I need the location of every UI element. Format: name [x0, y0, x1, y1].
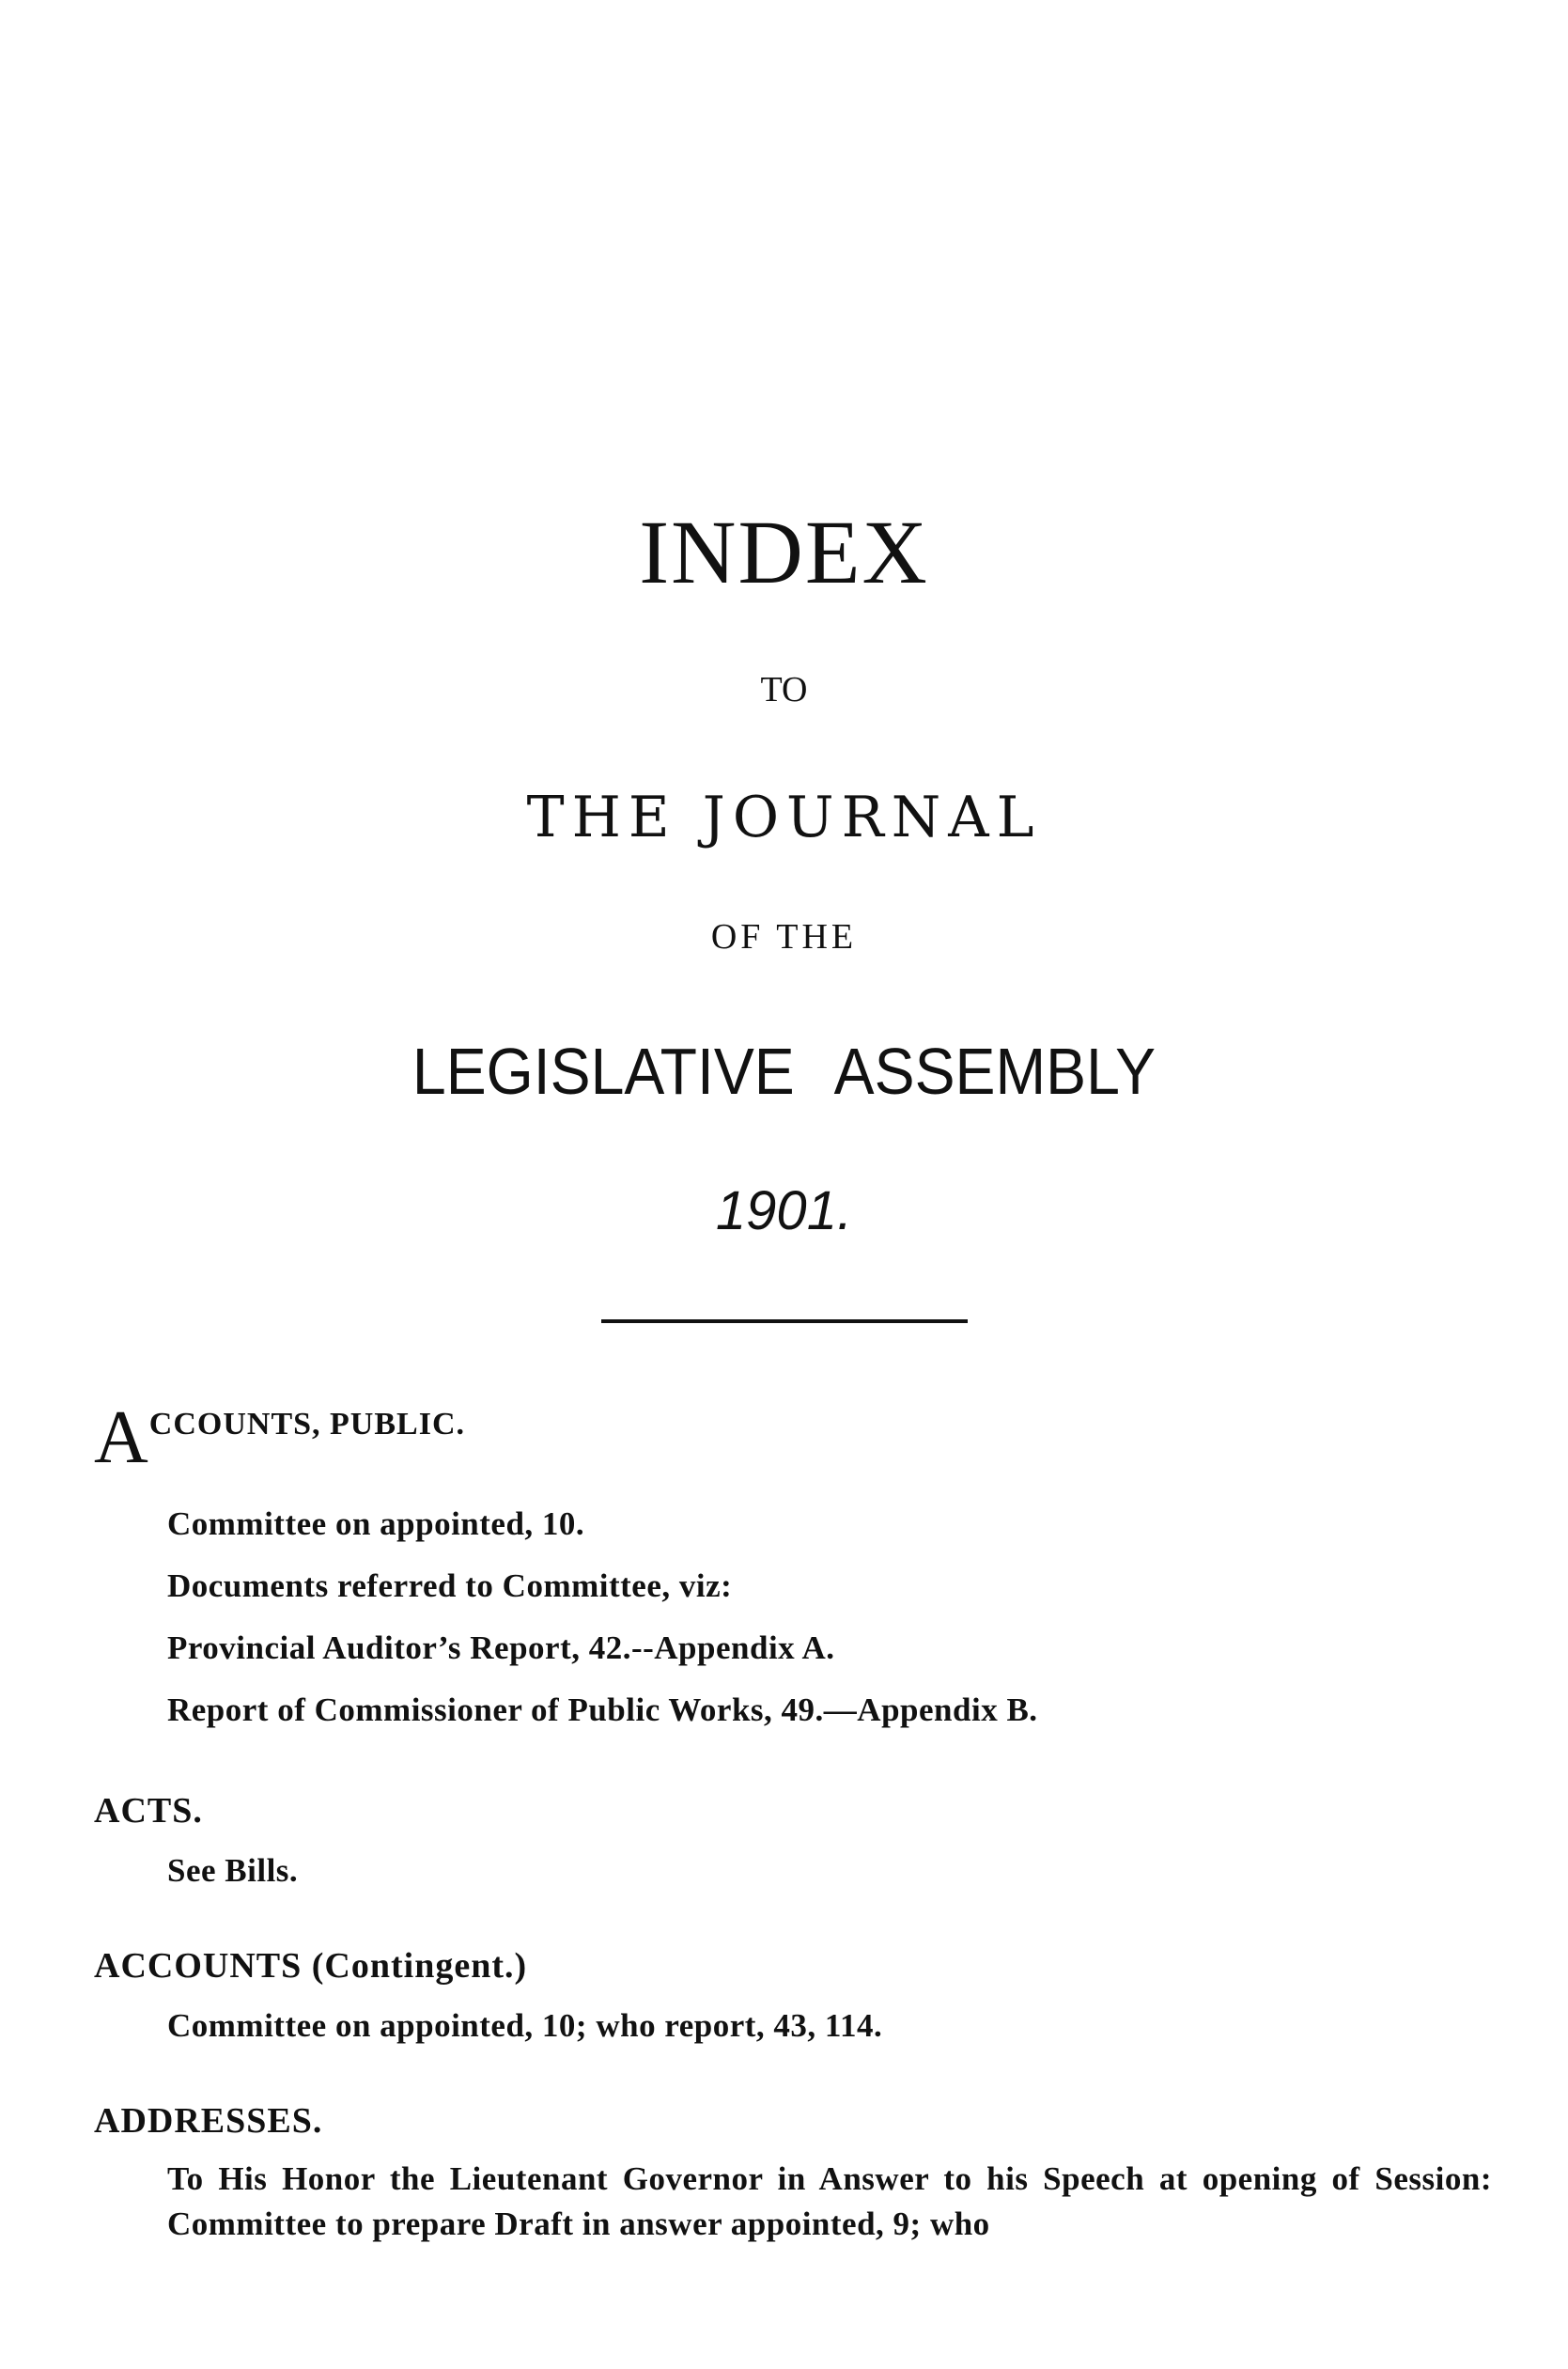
entry-line: Report of Commissioner of Public Works, 49.—Appendix B. — [167, 1691, 1038, 1728]
year-title: 1901. — [715, 1180, 853, 1241]
entry-addresses — [94, 2100, 1503, 2242]
entry-heading: ADDRESSES. — [94, 2101, 323, 2141]
entry-heading — [94, 1396, 1503, 1479]
entry-heading-text: CCOUNTS, PUBLIC. — [148, 1407, 465, 1442]
index-title: INDEX — [639, 502, 929, 602]
entry-line: Committee on appointed, 10. — [167, 1505, 585, 1542]
title-to: TO — [760, 670, 808, 709]
entry-paragraph: To His Honor the Lieutenant Governor in Answer to his Speech at opening of Session: Committee to prepare Draft in answer appointed, 9; who — [167, 2160, 1492, 2242]
entry-heading: ACCOUNTS (Contingent.) — [94, 1946, 528, 1986]
entry-line: Provincial Auditor’s Report, 42.--Appendix A. — [167, 1629, 835, 1666]
entry-line: See Bills. — [167, 1852, 299, 1889]
journal-title: THE JOURNAL — [526, 785, 1042, 850]
title-of-the: OF THE — [710, 917, 858, 957]
entry-acts — [94, 1790, 1503, 1889]
drop-cap: A — [94, 1396, 149, 1479]
entry-heading: ACTS. — [94, 1791, 203, 1831]
entry-line: Committee on appointed, 10; who report, 43, 114. — [167, 2007, 883, 2044]
entry-accounts-contingent — [94, 1945, 1503, 2044]
assembly-title: LEGISLATIVE ASSEMBLY — [411, 1035, 1157, 1108]
entry-line: Documents referred to Committee, viz: — [167, 1567, 733, 1604]
title-divider — [601, 1319, 968, 1323]
entry-accounts-public — [94, 1396, 1503, 1728]
